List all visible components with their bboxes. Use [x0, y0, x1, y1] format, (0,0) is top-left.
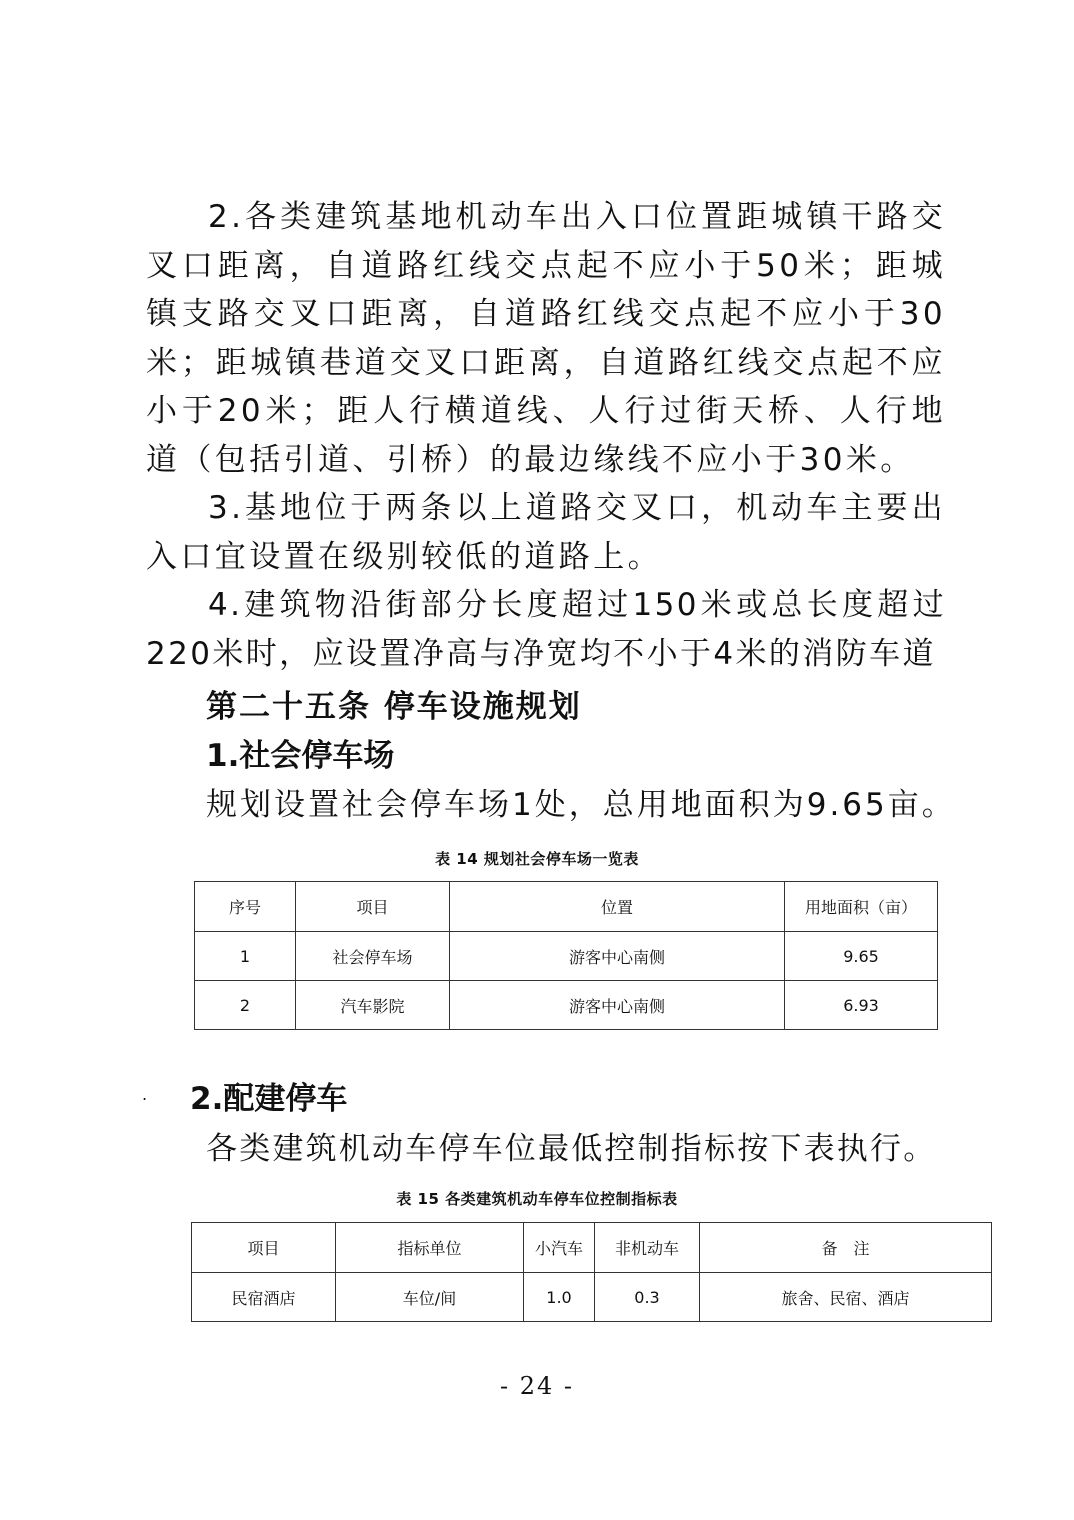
public-parking-table — [194, 881, 938, 1030]
paragraph-intersection-entrance: 3.基地位于两条以上道路交叉口，机动车主要出入口宜设置在级别较低的道路上。 — [146, 490, 946, 575]
stray-dot: . — [142, 1085, 148, 1104]
table-cell: 1.0 — [524, 1273, 595, 1322]
paragraph-entrance-distance: 2.各类建筑基地机动车出入口位置距城镇干路交叉口距离，自道路红线交点起不应小于50米；距城镇支路交叉口距离，自道路红线交点起不应小于30米；距城镇巷道交叉口距离，自道路红线交点起不应小于20米；距人行横道线、人行过街天桥、人行地道（包括引道、引桥）的最边缘线不应小于30米。 — [146, 199, 946, 478]
header-cell: 小汽车 — [524, 1223, 595, 1273]
public-parking-text: 规划设置社会停车场1处，总用地面积为9.65亩。 — [206, 787, 956, 823]
section-title: 第二十五条 停车设施规划 — [206, 689, 582, 725]
subsection-public-parking: 1.社会停车场 — [206, 738, 395, 774]
table-cell: 汽车影院 — [296, 981, 450, 1030]
table-row — [192, 1273, 992, 1322]
page-number: - 24 - — [499, 1372, 574, 1400]
table-header-row — [192, 1223, 992, 1273]
table-row — [195, 932, 938, 981]
table-header-row — [195, 882, 938, 932]
table-cell: 6.93 — [785, 981, 938, 1030]
header-cell: 项目 — [296, 882, 450, 932]
subsection-attached-parking: 2.配建停车 — [190, 1081, 348, 1117]
attached-parking-text: 各类建筑机动车停车位最低控制指标按下表执行。 — [206, 1131, 937, 1167]
table14-caption: 表 14 规划社会停车场一览表 — [435, 850, 639, 868]
header-cell: 项目 — [192, 1223, 336, 1273]
table-cell: 游客中心南侧 — [450, 932, 785, 981]
header-cell: 序号 — [195, 882, 296, 932]
table-cell: 车位/间 — [336, 1273, 524, 1322]
table-cell: 1 — [195, 932, 296, 981]
table-cell: 9.65 — [785, 932, 938, 981]
header-cell: 用地面积（亩） — [785, 882, 938, 932]
paragraph-fire-lane: 4.建筑物沿街部分长度超过150米或总长度超过220米时，应设置净高与净宽均不小于4米的消防车道 — [146, 587, 946, 672]
table-cell: 旅舍、民宿、酒店 — [700, 1273, 992, 1322]
table-cell: 社会停车场 — [296, 932, 450, 981]
header-cell: 备 注 — [700, 1223, 992, 1273]
table15-caption: 表 15 各类建筑机动车停车位控制指标表 — [396, 1190, 678, 1208]
header-cell: 位置 — [450, 882, 785, 932]
header-cell: 非机动车 — [595, 1223, 700, 1273]
table-row — [195, 981, 938, 1030]
table-cell: 0.3 — [595, 1273, 700, 1322]
table-cell: 2 — [195, 981, 296, 1030]
table-cell: 游客中心南侧 — [450, 981, 785, 1030]
parking-indicator-table — [191, 1222, 992, 1322]
table-cell: 民宿酒店 — [192, 1273, 336, 1322]
header-cell: 指标单位 — [336, 1223, 524, 1273]
